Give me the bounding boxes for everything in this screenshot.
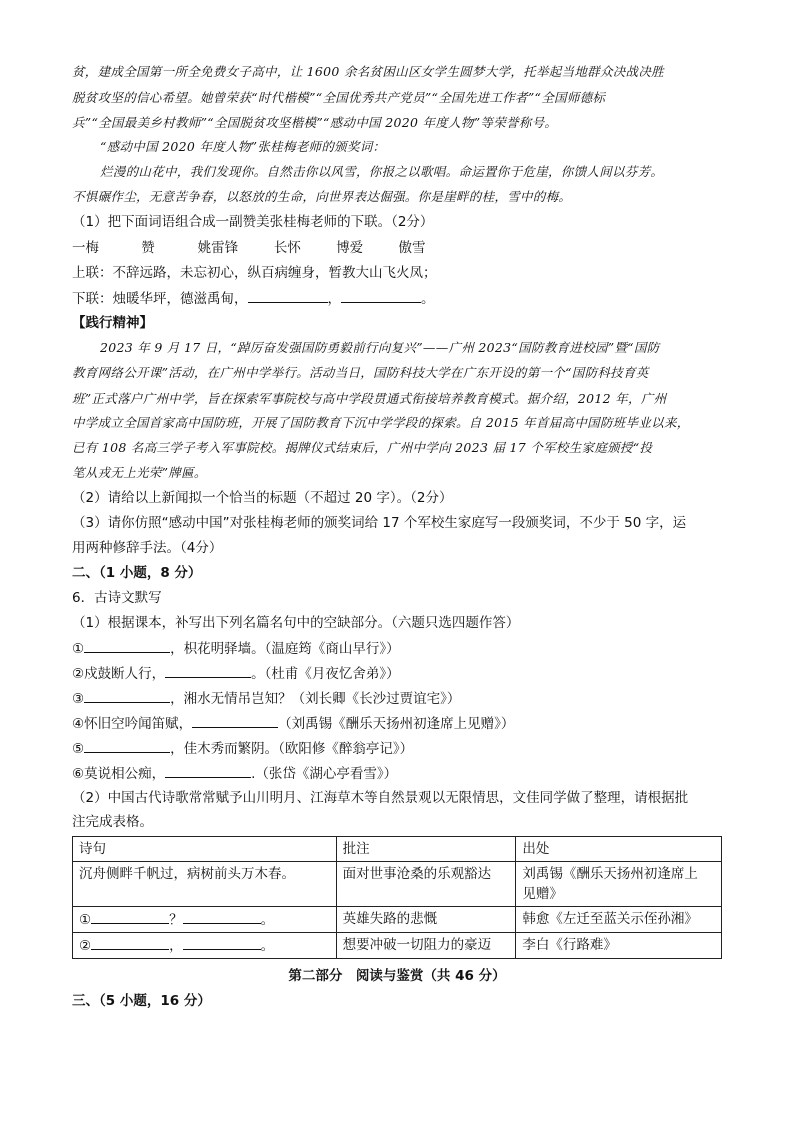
table-row bbox=[73, 862, 722, 907]
couplet-lower-prefix: 下联：烛暖华坪，德滋禹甸， bbox=[72, 291, 248, 307]
question-6-title: 6．古诗文默写 bbox=[72, 590, 162, 606]
answer-blank[interactable] bbox=[84, 738, 170, 753]
part-heading: 二、（1 小题，8 分） bbox=[72, 565, 202, 581]
question-6-sub2: 注完成表格。 bbox=[72, 814, 153, 830]
punctuation: 。 bbox=[260, 912, 275, 928]
table-row bbox=[73, 907, 722, 933]
table-header-row bbox=[73, 837, 722, 862]
table-cell bbox=[516, 862, 722, 907]
item-number: ② bbox=[72, 666, 85, 682]
news-line: 已有 108 名高三学子考入军事院校。揭牌仪式结束后，广州中学向 2023 届 17 个军校生家庭颁授“投 bbox=[72, 440, 653, 455]
source-text: 见赠》 bbox=[522, 886, 563, 902]
table-header: 批注 bbox=[336, 837, 516, 862]
word-item: 姚雷锋 bbox=[197, 240, 239, 256]
table-cell: 英雄失路的悲慨 bbox=[336, 907, 516, 933]
item-number: ⑥ bbox=[72, 766, 85, 782]
item-number: ⑤ bbox=[72, 741, 85, 757]
word-item: 傲雪 bbox=[398, 240, 426, 256]
table-cell bbox=[73, 907, 337, 933]
word-item: 赞 bbox=[141, 240, 155, 256]
answer-blank[interactable] bbox=[84, 638, 170, 653]
table-header: 诗句 bbox=[73, 837, 337, 862]
poem-table bbox=[72, 836, 722, 959]
passage-line: 脱贫攻坚的信心希望。她曾荣获“时代楷模”“全国优秀共产党员”“全国先进工作者”“全国师德标 bbox=[72, 90, 606, 105]
punctuation: 。 bbox=[421, 291, 435, 307]
couplet-upper: 上联：不辞远路，未忘初心，纵百病缠身，暂教大山飞火凤； bbox=[72, 265, 437, 281]
punctuation: 。 bbox=[260, 938, 275, 954]
item-number: ② bbox=[79, 938, 92, 954]
item-text: .（张岱《湖心亭看雪》） bbox=[251, 766, 398, 782]
answer-blank[interactable] bbox=[183, 909, 261, 924]
part-heading: 三、（5 小题，16 分） bbox=[72, 993, 211, 1009]
table-header: 出处 bbox=[516, 837, 722, 862]
word-item: 博爱 bbox=[336, 240, 364, 256]
recitation-item bbox=[72, 638, 400, 659]
question-1-prompt: （1）把下面词语组合成一副赞美张桂梅老师的下联。（2分） bbox=[72, 214, 434, 230]
item-text: ，湘水无情吊岂知？（刘长卿《长沙过贾谊宅》） bbox=[170, 691, 461, 707]
news-line: 中学成立全国首家高中国防班，开展了国防教育下沉中学学段的探索。自 2015 年首届高中国防班毕业以来， bbox=[72, 415, 690, 430]
table-cell bbox=[73, 933, 337, 959]
item-number: ① bbox=[72, 641, 85, 657]
couplet-lower bbox=[72, 288, 435, 309]
recitation-item bbox=[72, 663, 400, 684]
item-text: 。（杜甫《月夜忆舍弟》） bbox=[251, 666, 400, 682]
news-line: 笔从戎无上光荣”牌匾。 bbox=[72, 465, 207, 480]
item-text: ，佳木秀而繁阴。（欧阳修《醉翁亭记》） bbox=[170, 741, 414, 757]
question-2-prompt: （2）请给以上新闻拟一个恰当的标题（不超过 20 字）。（2分） bbox=[72, 490, 453, 506]
part-title: 第二部分 阅读与鉴赏（共 46 分） bbox=[288, 968, 506, 984]
recitation-item bbox=[72, 713, 514, 734]
answer-blank[interactable] bbox=[91, 909, 169, 924]
answer-blank[interactable] bbox=[248, 288, 328, 303]
question-6-sub1: （1）根据课本，补写出下列名篇名句中的空缺部分。（六题只选四题作答） bbox=[72, 615, 520, 631]
item-text: 莫说相公痴， bbox=[84, 766, 166, 782]
table-row bbox=[73, 933, 722, 959]
question-6-sub2: （2）中国古代诗歌常常赋予山川明月、江海草木等自然景观以无限情思，文佳同学做了整理，请根据批 bbox=[72, 790, 689, 806]
punctuation: ？ bbox=[169, 912, 183, 928]
source-text: 刘禹锡《酬乐天扬州初逢席上 bbox=[522, 866, 698, 882]
item-number: ④ bbox=[72, 716, 85, 732]
word-item: 一梅 bbox=[72, 240, 99, 256]
table-cell: 沉舟侧畔千帆过，病树前头万木春。 bbox=[73, 862, 337, 907]
answer-blank[interactable] bbox=[91, 935, 169, 950]
answer-blank[interactable] bbox=[341, 288, 421, 303]
item-number: ③ bbox=[72, 691, 85, 707]
word-item: 长怀 bbox=[273, 240, 301, 256]
news-line: 2023 年 9 月 17 日，“踔厉奋发强国防勇毅前行向复兴”——广州 2023“国防教育进校园”暨“国防 bbox=[100, 340, 660, 355]
answer-blank[interactable] bbox=[165, 763, 251, 778]
section-title: 【践行精神】 bbox=[72, 315, 153, 331]
table-cell: 李白《行路难》 bbox=[516, 933, 722, 959]
word-list bbox=[72, 238, 448, 258]
item-text: （刘禹锡《酬乐天扬州初逢席上见赠》） bbox=[278, 716, 515, 732]
item-text: 怀旧空吟闻笛赋， bbox=[84, 716, 193, 732]
passage-line: “感动中国 2020 年度人物”张桂梅老师的颁奖词： bbox=[100, 139, 386, 154]
punctuation: ， bbox=[327, 291, 341, 307]
table-cell: 面对世事沧桑的乐观豁达 bbox=[336, 862, 516, 907]
item-text: 戍鼓断人行， bbox=[84, 666, 166, 682]
recitation-item bbox=[72, 738, 413, 759]
news-line: 班”正式落户广州中学，旨在探索军事院校与高中学段贯通式衔接培养教育模式。据介绍，2012 年，广州 bbox=[72, 391, 667, 406]
answer-blank[interactable] bbox=[183, 935, 261, 950]
question-3-prompt: 用两种修辞手法。（4分） bbox=[72, 540, 223, 556]
recitation-item bbox=[72, 763, 397, 784]
answer-blank[interactable] bbox=[165, 663, 251, 678]
passage-line: 贫，建成全国第一所全免费女子高中，让 1600 余名贫困山区女学生圆梦大学，托举起当地群众决战决胜 bbox=[72, 64, 664, 79]
passage-line: 不惧碾作尘，无意苦争春，以怒放的生命，向世界表达倔强。你是崖畔的桂，雪中的梅。 bbox=[72, 189, 572, 204]
question-3-prompt: （3）请你仿照“感动中国”对张桂梅老师的颁奖词给 17 个军校生家庭写一段颁奖词，不少于 50 字，运 bbox=[72, 515, 687, 531]
punctuation: ， bbox=[169, 938, 183, 954]
passage-line: 烂漫的山花中，我们发现你。自然击你以风雪，你报之以歌唱。命运置你于危崖，你馈人间以芬芳。 bbox=[100, 164, 664, 179]
answer-blank[interactable] bbox=[84, 688, 170, 703]
item-text: ，枳花明驿墙。（温庭筠《商山早行》） bbox=[170, 641, 400, 657]
recitation-item bbox=[72, 688, 460, 709]
table-cell: 想要冲破一切阻力的豪迈 bbox=[336, 933, 516, 959]
answer-blank[interactable] bbox=[192, 713, 278, 728]
item-number: ① bbox=[79, 912, 92, 928]
passage-line: 兵”“全国最美乡村教师”“全国脱贫攻坚楷模”“感动中国 2020 年度人物”等荣誉称号。 bbox=[72, 115, 558, 130]
table-cell: 韩愈《左迁至蓝关示侄孙湘》 bbox=[516, 907, 722, 933]
news-line: 教育网络公开课”活动，在广州中学举行。活动当日，国防科技大学在广东开设的第一个“国防科技育英 bbox=[72, 365, 649, 380]
